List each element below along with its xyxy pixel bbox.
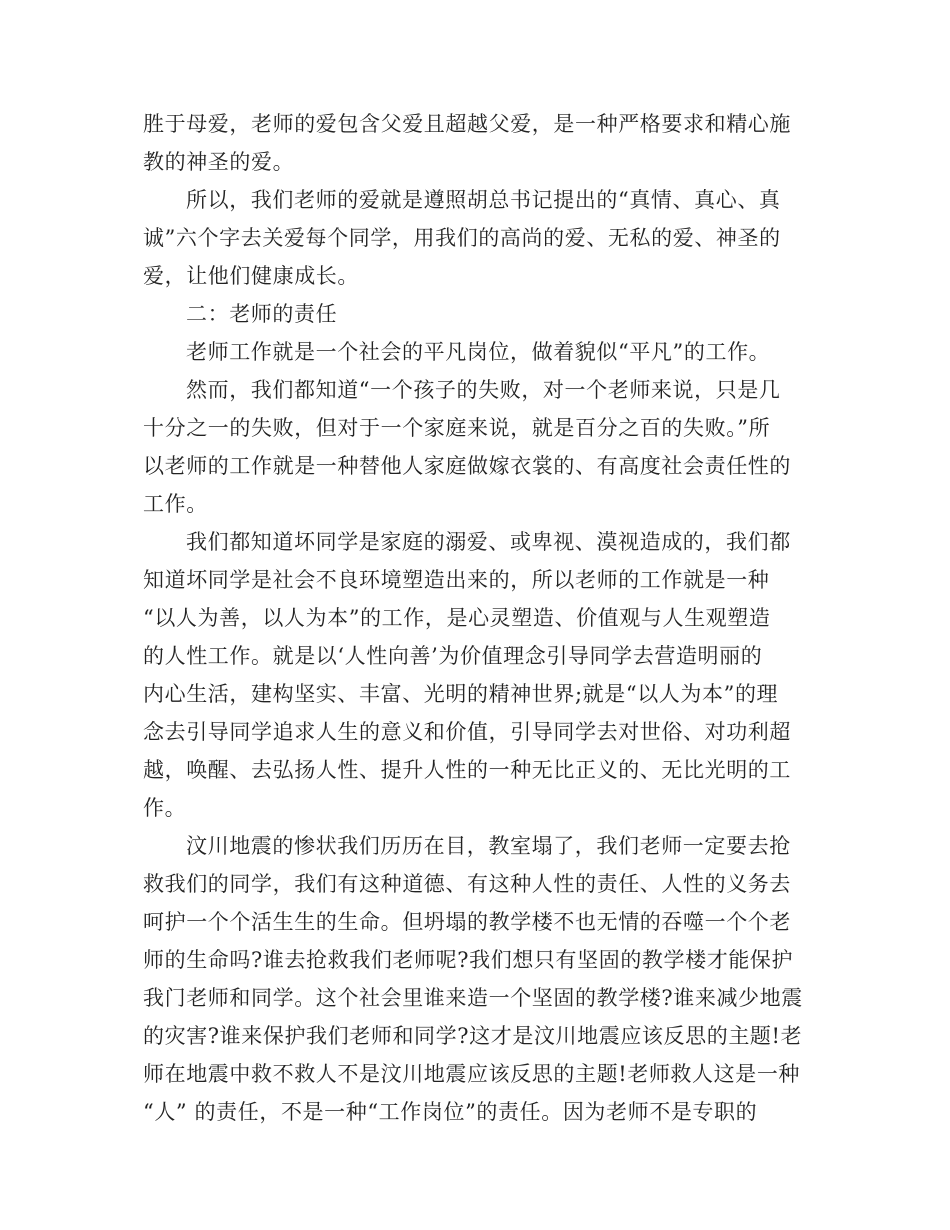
text-line: 的灾害?谁来保护我们老师和同学?这才是汶川地震应该反思的主题!老: [143, 1024, 803, 1048]
text-line: 爱，让他们健康成长。: [143, 264, 359, 288]
text-line: 我门老师和同学。这个社会里谁来造一个坚固的教学楼?谁来减少地震: [143, 986, 803, 1010]
text-line: 作。: [143, 796, 187, 820]
text-line: 我们都知道坏同学是家庭的溺爱、或卑视、漠视造成的，我们都: [186, 530, 791, 554]
text-line: 越，唤醒、去弘扬人性、提升人性的一种无比正义的、无比光明的工: [143, 758, 791, 782]
text-line: 然而，我们都知道“一个孩子的失败，对一个老师来说，只是几: [186, 378, 781, 402]
text-line: 工作。: [143, 492, 208, 516]
text-line: 胜于母爱，老师的爱包含父爱且超越父爱，是一种严格要求和精心施: [143, 112, 791, 136]
text-line: 所以，我们老师的爱就是遵照胡总书记提出的“真情、真心、真: [186, 188, 781, 212]
text-line: “以人为善，以人为本”的工作，是心灵塑造、价值观与人生观塑造: [143, 606, 771, 630]
text-line: “人” 的责任，不是一种“工作岗位”的责任。因为老师不是专职的: [143, 1100, 758, 1124]
text-line: 念去引导同学追求人生的意义和价值，引导同学去对世俗、对功利超: [143, 720, 791, 744]
text-line: 呵护一个个活生生的生命。但坍塌的教学楼不也无情的吞噬一个个老: [143, 910, 791, 934]
text-line: 以老师的工作就是一种替他人家庭做嫁衣裳的、有高度社会责任性的: [143, 454, 791, 478]
text-line: 内心生活，建构坚实、丰富、光明的精神世界;就是“以人为本”的理: [143, 682, 779, 706]
text-line: 知道坏同学是社会不良环境塑造出来的，所以老师的工作就是一种: [143, 568, 770, 592]
section-heading: 二：老师的责任: [186, 302, 338, 326]
text-line: 的人性工作。就是以‘人性向善’为价值理念引导同学去营造明丽的: [143, 644, 763, 668]
text-line: 十分之一的失败，但对于一个家庭来说，就是百分之百的失败。”所: [143, 416, 771, 440]
text-line: 师的生命吗?谁去抢救我们老师呢?我们想只有坚固的教学楼才能保护: [143, 948, 794, 972]
text-line: 老师工作就是一个社会的平凡岗位，做着貌似“平凡”的工作。: [186, 340, 771, 364]
text-line: 救我们的同学，我们有这种道德、有这种人性的责任、人性的义务去: [143, 872, 791, 896]
text-line: 教的神圣的爱。: [143, 150, 295, 174]
text-line: 汶川地震的惨状我们历历在目，教室塌了，我们老师一定要去抢: [186, 834, 791, 858]
text-line: 诚”六个字去关爱每个同学，用我们的高尚的爱、无私的爱、神圣的: [143, 226, 781, 250]
text-line: 师在地震中救不救人不是汶川地震应该反思的主题!老师救人这是一种: [143, 1062, 801, 1086]
